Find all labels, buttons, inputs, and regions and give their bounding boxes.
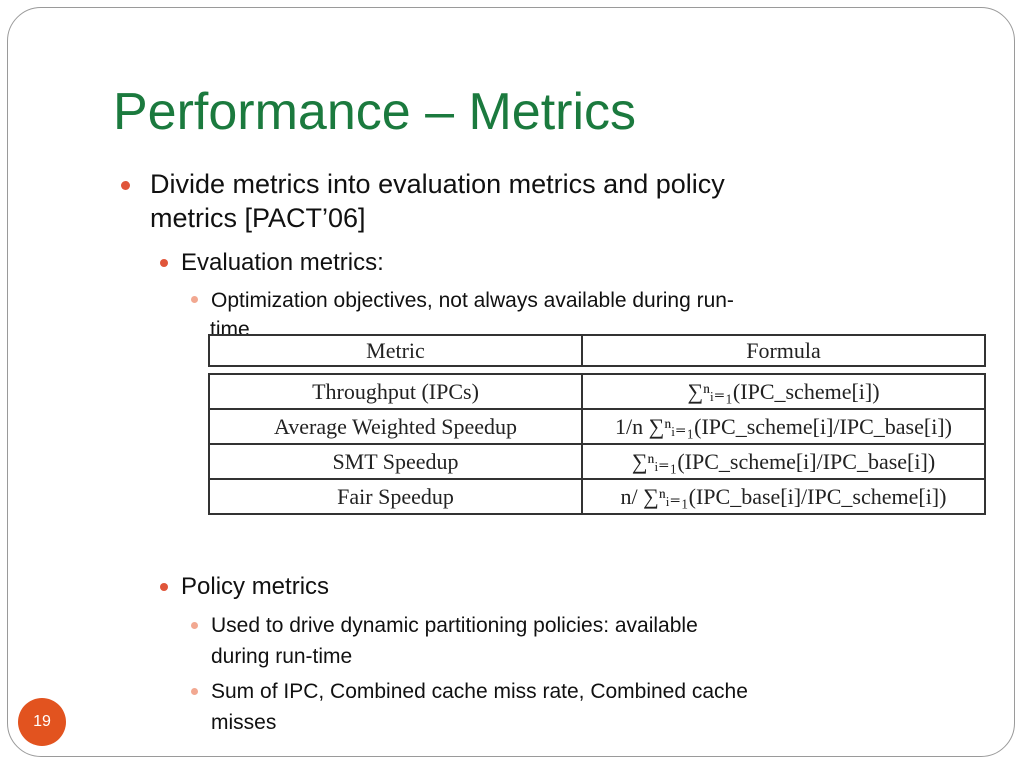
- bullet-used-to-drive: Used to drive dynamic partitioning policies: available during run-time: [211, 614, 698, 668]
- table-row: [210, 443, 984, 478]
- table-row: [210, 375, 984, 408]
- bullet-dot: [160, 583, 168, 591]
- bullet-dot: [191, 296, 198, 303]
- bullet-dot: [191, 688, 198, 695]
- formula-cell: ∑ⁿᵢ₌₁(IPC_scheme[i]/IPC_base[i]): [631, 448, 936, 474]
- metrics-table: [208, 334, 986, 515]
- formula-cell: ∑ⁿᵢ₌₁(IPC_scheme[i]): [687, 378, 880, 404]
- bullet-policy-metrics: Policy metrics: [181, 573, 330, 600]
- bullet-sum-of-ipc: Sum of IPC, Combined cache miss rate, Combined cache misses: [211, 680, 748, 734]
- metric-cell: Throughput (IPCs): [210, 375, 583, 408]
- table-header: [208, 334, 986, 367]
- clipped-text-line: time: [210, 320, 250, 337]
- formula-cell: n/ ∑ⁿᵢ₌₁(IPC_base[i]/IPC_scheme[i]): [620, 483, 947, 509]
- bullet-dot: [121, 181, 130, 190]
- bullet-evaluation-metrics: Evaluation metrics:: [181, 249, 384, 276]
- table-row: [210, 408, 984, 443]
- metric-cell: Average Weighted Speedup: [210, 410, 583, 443]
- bullet-dot: [191, 622, 198, 629]
- slide-title: Performance – Metrics: [113, 83, 637, 141]
- metric-cell: Fair Speedup: [210, 480, 583, 513]
- bullet-optimization-objectives: Optimization objectives, not always available during run-: [211, 289, 734, 312]
- metric-cell: SMT Speedup: [210, 445, 583, 478]
- formula-cell: 1/n ∑ⁿᵢ₌₁(IPC_scheme[i]/IPC_base[i]): [615, 413, 952, 439]
- page-number-badge: 19: [18, 698, 66, 746]
- table-row: [210, 478, 984, 513]
- bullet-dot: [160, 259, 168, 267]
- table-body: [208, 373, 986, 515]
- header-metric: Metric: [210, 336, 583, 365]
- header-formula: Formula: [746, 337, 821, 363]
- bullet-divide-metrics: Divide metrics into evaluation metrics and policy metrics [PACT’06]: [150, 169, 725, 233]
